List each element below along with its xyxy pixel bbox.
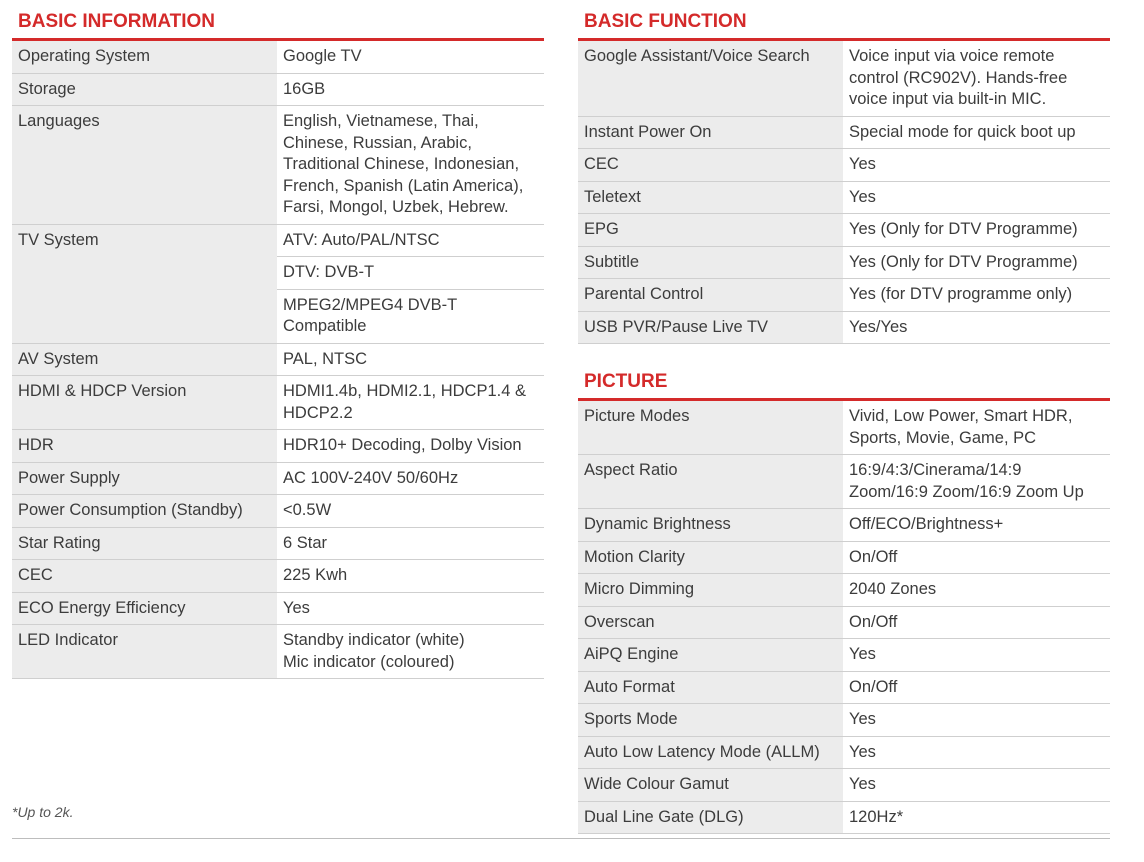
spec-row (12, 625, 544, 679)
spec-label: USB PVR/Pause Live TV (578, 311, 843, 344)
spec-row (578, 181, 1110, 214)
spec-row (12, 224, 544, 257)
spec-row (578, 214, 1110, 247)
picture-table (578, 401, 1110, 834)
spec-value: English, Vietnamese, Thai, Chinese, Russian, Arabic, Traditional Chinese, Indonesian, French, Spanish (Latin America), Farsi, Mongol, Uzbek, Hebrew. (277, 106, 544, 225)
spec-row (578, 671, 1110, 704)
spec-row (578, 541, 1110, 574)
spec-value: Vivid, Low Power, Smart HDR, Sports, Movie, Game, PC (843, 401, 1110, 455)
spec-label: Teletext (578, 181, 843, 214)
spec-label: Auto Low Latency Mode (ALLM) (578, 736, 843, 769)
spec-value: MPEG2/MPEG4 DVB-T Compatible (277, 289, 544, 343)
basic-function-title: BASIC FUNCTION (578, 10, 1110, 41)
spec-label: Operating System (12, 41, 277, 73)
spec-label: AV System (12, 343, 277, 376)
spec-value: HDR10+ Decoding, Dolby Vision (277, 430, 544, 463)
spec-label: ECO Energy Efficiency (12, 592, 277, 625)
spec-row (578, 401, 1110, 455)
spec-value: Off/ECO/Brightness+ (843, 509, 1110, 542)
spec-label: Micro Dimming (578, 574, 843, 607)
spec-label: Motion Clarity (578, 541, 843, 574)
spec-value: AC 100V-240V 50/60Hz (277, 462, 544, 495)
spec-label: Picture Modes (578, 401, 843, 455)
spec-label: Google Assistant/Voice Search (578, 41, 843, 116)
spec-label: Dual Line Gate (DLG) (578, 801, 843, 834)
spec-label: EPG (578, 214, 843, 247)
spec-label: Power Supply (12, 462, 277, 495)
spec-label: Sports Mode (578, 704, 843, 737)
spec-row (578, 736, 1110, 769)
spec-value: 225 Kwh (277, 560, 544, 593)
spec-row (12, 592, 544, 625)
spec-label: Auto Format (578, 671, 843, 704)
spec-value: Yes (843, 769, 1110, 802)
spec-row (578, 574, 1110, 607)
spec-label: Instant Power On (578, 116, 843, 149)
spec-row (12, 106, 544, 225)
spec-value: ATV: Auto/PAL/NTSC (277, 224, 544, 257)
spec-value: 16:9/4:3/Cinerama/14:9 Zoom/16:9 Zoom/16:9 Zoom Up (843, 455, 1110, 509)
spec-label: CEC (12, 560, 277, 593)
spec-row (578, 116, 1110, 149)
spec-label: CEC (578, 149, 843, 182)
spec-value: On/Off (843, 606, 1110, 639)
basic-function-table (578, 41, 1110, 344)
spec-row (578, 149, 1110, 182)
picture-title: PICTURE (578, 370, 1110, 401)
spec-row (12, 430, 544, 463)
spec-row (578, 769, 1110, 802)
spec-value (277, 625, 544, 679)
spec-row (578, 606, 1110, 639)
spec-row (578, 704, 1110, 737)
spec-value: Google TV (277, 41, 544, 73)
spec-value-line: Mic indicator (coloured) (283, 652, 455, 671)
spec-row (12, 462, 544, 495)
spec-value: Yes (for DTV programme only) (843, 279, 1110, 312)
spec-value: Special mode for quick boot up (843, 116, 1110, 149)
spec-label: HDR (12, 430, 277, 463)
spec-label: Aspect Ratio (578, 455, 843, 509)
spec-value: Yes (277, 592, 544, 625)
spec-value: Yes (843, 149, 1110, 182)
bottom-divider (12, 838, 1110, 839)
spec-row (12, 343, 544, 376)
spec-label: Languages (12, 106, 277, 225)
spec-value: On/Off (843, 541, 1110, 574)
spec-label: TV System (12, 224, 277, 343)
spec-value: 6 Star (277, 527, 544, 560)
spec-row (12, 376, 544, 430)
spec-label: Power Consumption (Standby) (12, 495, 277, 528)
spec-value: HDMI1.4b, HDMI2.1, HDCP1.4 & HDCP2.2 (277, 376, 544, 430)
spec-value: 120Hz* (843, 801, 1110, 834)
spec-row (578, 279, 1110, 312)
spec-row (12, 73, 544, 106)
spec-value: Yes (843, 181, 1110, 214)
spec-value: Yes/Yes (843, 311, 1110, 344)
spec-label: Subtitle (578, 246, 843, 279)
spec-row (578, 311, 1110, 344)
spec-value: PAL, NTSC (277, 343, 544, 376)
left-column (12, 10, 544, 679)
spec-row (578, 639, 1110, 672)
spec-row (12, 41, 544, 73)
spec-label: HDMI & HDCP Version (12, 376, 277, 430)
spec-row (12, 527, 544, 560)
spec-row (578, 455, 1110, 509)
spec-label: Overscan (578, 606, 843, 639)
spec-value: 16GB (277, 73, 544, 106)
spec-value: On/Off (843, 671, 1110, 704)
spec-row (12, 560, 544, 593)
spec-label: Parental Control (578, 279, 843, 312)
spec-value: <0.5W (277, 495, 544, 528)
spec-label: Star Rating (12, 527, 277, 560)
spec-value: Yes (Only for DTV Programme) (843, 214, 1110, 247)
spec-label: AiPQ Engine (578, 639, 843, 672)
spec-value: Yes (843, 736, 1110, 769)
spec-value: Yes (Only for DTV Programme) (843, 246, 1110, 279)
basic-information-table (12, 41, 544, 679)
spec-row (578, 246, 1110, 279)
spec-value-line: Standby indicator (white) (283, 631, 465, 649)
spec-value: DTV: DVB-T (277, 257, 544, 290)
spec-row (12, 495, 544, 528)
section-spacer (578, 344, 1110, 370)
right-column (578, 10, 1110, 834)
spec-row (578, 801, 1110, 834)
spec-row (578, 509, 1110, 542)
basic-information-title: BASIC INFORMATION (12, 10, 544, 41)
spec-value: 2040 Zones (843, 574, 1110, 607)
spec-value: Voice input via voice remote control (RC902V). Hands-free voice input via built-in MIC. (843, 41, 1110, 116)
spec-row (578, 41, 1110, 116)
spec-value: Yes (843, 704, 1110, 737)
footnote: *Up to 2k. (12, 804, 74, 820)
spec-label: Storage (12, 73, 277, 106)
spec-label: Dynamic Brightness (578, 509, 843, 542)
spec-label: LED Indicator (12, 625, 277, 679)
spec-label: Wide Colour Gamut (578, 769, 843, 802)
spec-value: Yes (843, 639, 1110, 672)
